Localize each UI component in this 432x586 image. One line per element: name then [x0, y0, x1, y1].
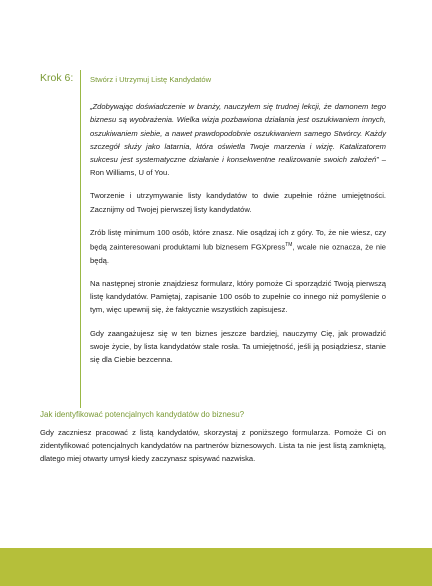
- step-label: Krok 6:: [40, 72, 74, 84]
- trademark-mark: TM: [285, 242, 293, 249]
- paragraph-4: Gdy zaangażujesz się w ten biznes jeszcze bardziej, nauczymy Cię, jak prowadzić swoje życie, by lista kandydatów stale rosła. Ta umiejętność, jeśli ją posiądziesz, stanie się dla Ciebie bezcenna.: [90, 328, 386, 364]
- paragraph-2-tail: , wcale nie oznacza, że nie będą.: [90, 242, 386, 265]
- step-content: [90, 73, 386, 376]
- paragraph-2: [90, 226, 386, 267]
- footer-bar: [0, 548, 432, 586]
- step-divider: [80, 70, 81, 408]
- section-body: Gdy zaczniesz pracować z listą kandydatów, skorzystaj z poniższego formularza. Pomoże Ci on zidentyfikować potencjalnych kandydatów na partnerów biznesowych. Lista ta nie jest listą zamkniętą, dlatego miej otwarty umysł kiedy zaczynasz spisywać nazwiska.: [40, 428, 386, 464]
- quote-text: „Zdobywając doświadczenie w branży, nauczyłem się trudnej lekcji, że damonem tego biznesu są wyobrażenia. Wielka wizja pozbawiona działania jest oszukiwaniem innych, oszukiwaniem siebie, a nawet prawdopodobnie oszukiwaniem samego Stwórcy. Każdy szczegół służy jako latarnia, która oświetla Twoje marzenia i wizję. Katalizatorem sukcesu jest systematyczne działanie i konsekwentne realizowanie swoich założeń”: [90, 102, 386, 165]
- step-title: Stwórz i Utrzymuj Listę Kandydatów: [90, 75, 212, 84]
- paragraph-1: Tworzenie i utrzymywanie listy kandydatów to dwie zupełnie różne umiejętności. Zacznijmy od Twojej pierwszej listy kandydatów.: [90, 191, 386, 214]
- quote: [90, 100, 386, 179]
- section-title: Jak identyfikować potencjalnych kandydatów do biznesu?: [40, 410, 245, 419]
- paragraph-3: Na następnej stronie znajdziesz formularz, który pomoże Ci sporządzić Twoją pierwszą listę kandydatów. Pamiętaj, zapisanie 100 osób to zupełnie co innego niż pomyślenie o tym, więc upewnij się, że faktycznie wszystkich zapisujesz.: [90, 278, 386, 315]
- quote-author: – Ron Williams, U of You.: [90, 155, 386, 178]
- paragraph-2-text: Zrób listę minimum 100 osób, które znasz. Nie osądzaj ich z góry. To, że nie wiesz, czy będą zainteresowani produktami lub biznesem FGXpress: [90, 227, 386, 252]
